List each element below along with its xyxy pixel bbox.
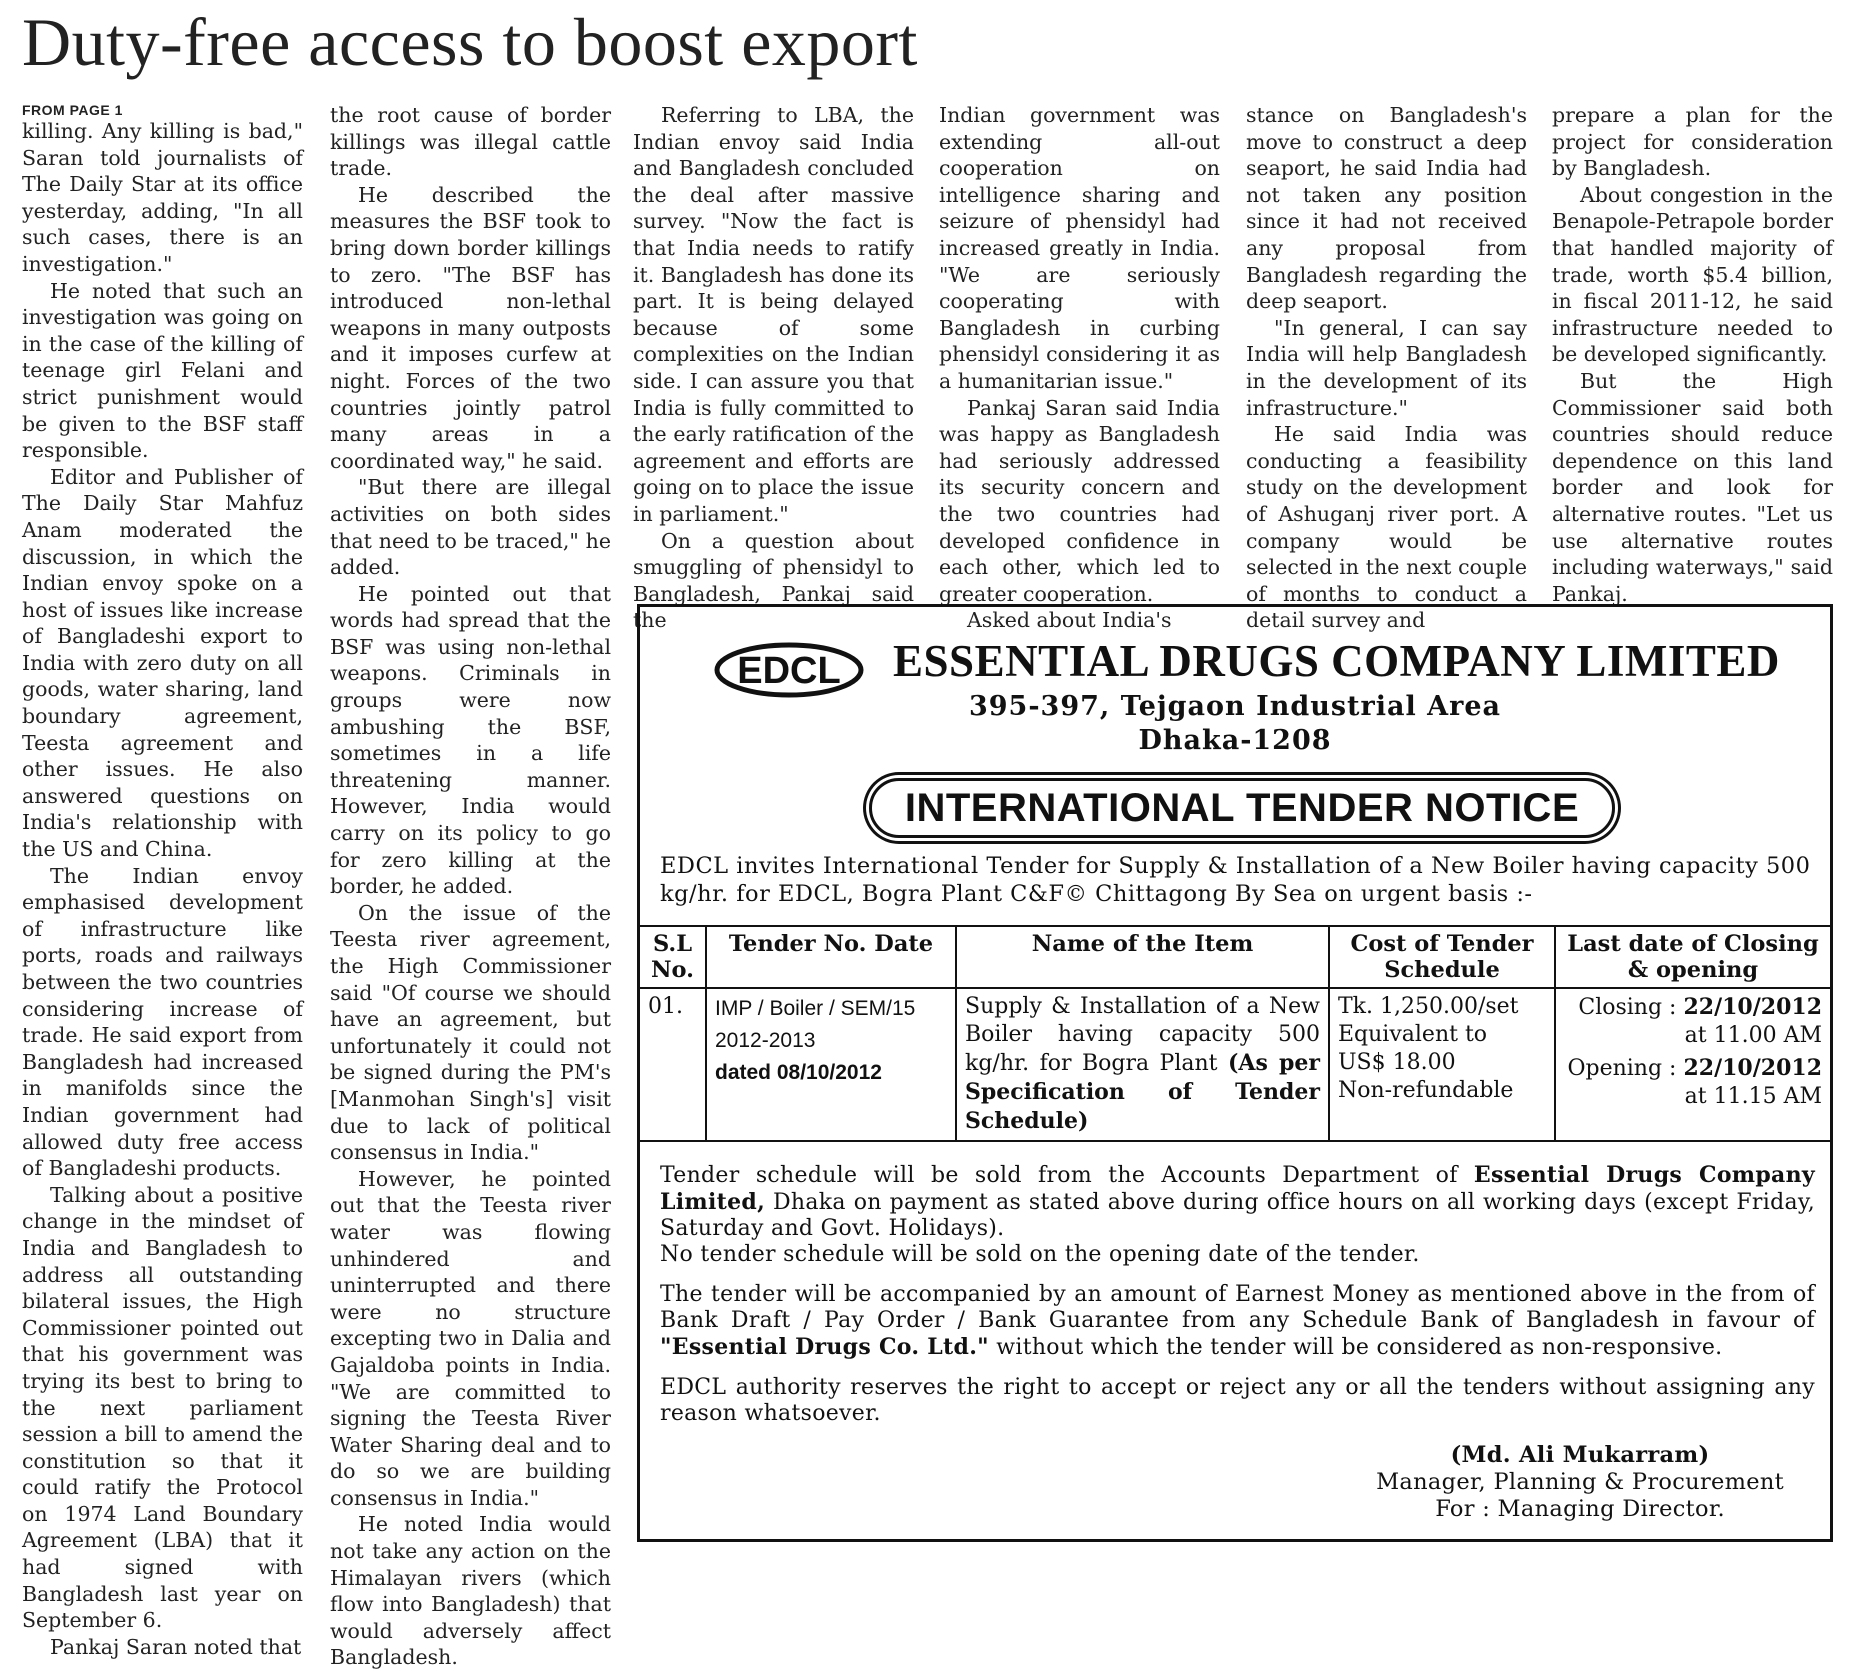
opening-line <box>1564 1054 1822 1083</box>
opening-date: 22/10/2012 <box>1683 1055 1822 1081</box>
signature-block <box>1376 1442 1784 1523</box>
paragraph: However, he pointed out that the Teesta river water was flowing unhindered and uninterrupted and there were no structure excepting two in Dalia and Gajaldoba points in India. "We are committed to signing the Teesta River Water Sharing deal and to do so we are building consensus in India." <box>330 1166 611 1510</box>
tender-date: dated 08/10/2012 <box>715 1061 882 1084</box>
article-column-3 <box>633 102 914 634</box>
terms-text: The tender will be accompanied by an amount of Earnest Money as mentioned above in the from of Bank Draft / Pay Order / Bank Guarantee from any Schedule Bank of Bangladesh in favour of <box>660 1282 1815 1333</box>
terms-text: Tender schedule will be sold from the Accounts Department of <box>660 1163 1474 1188</box>
item-description: Supply & Installation of a New Boiler having capacity 500 kg/hr. for Bogra Plant <box>965 994 1320 1076</box>
cell-cost <box>1329 988 1555 1141</box>
header-dates: Last date of Closing & opening <box>1555 926 1830 988</box>
paragraph: About congestion in the Benapole-Petrapole border that handled majority of trade, worth $5.4 billion, in fiscal 2011-12, he said infrastructure needed to be developed significantly. <box>1552 182 1833 367</box>
cost-refund-note: Non-refundable <box>1338 1078 1514 1103</box>
address-line-2: Dhaka-1208 <box>1138 725 1332 756</box>
notice-title: INTERNATIONAL TENDER NOTICE <box>869 778 1615 838</box>
paragraph: But the High Commissioner said both countries should reduce dependence on this land border and look for alternative routes. "Let us use alternative routes including waterways," said Pankaj. <box>1552 368 1833 606</box>
paragraph: stance on Bangladesh's move to construct a deep seaport, he said India had not taken any position since it had not received any proposal from Bangladesh regarding the deep seaport. <box>1246 103 1527 314</box>
tender-year: 2012-2013 <box>715 1029 816 1052</box>
paragraph: He pointed out that words had spread that the BSF was using non-lethal weapons. Criminals in groups were now ambushing the BSF, sometimes in a life threatening manner. However, India would carry on its policy to go for zero killing at the border, he added. <box>330 581 611 899</box>
paragraph: the root cause of border killings was illegal cattle trade. <box>330 103 611 181</box>
article-column-5 <box>1246 102 1527 634</box>
terms-paragraph-3 <box>660 1282 1815 1361</box>
header-sl: S.L No. <box>640 926 706 988</box>
article-column-2 <box>330 102 611 1671</box>
terms-paragraph-2: No tender schedule will be sold on the opening date of the tender. <box>660 1242 1420 1267</box>
cell-sl: 01. <box>640 988 706 1141</box>
company-name: ESSENTIAL DRUGS COMPANY LIMITED <box>893 636 1780 686</box>
paragraph: Indian government was extending all-out cooperation on intelligence sharing and seizure of phensidyl had increased greatly in India. "We are seriously cooperating with Bangladesh in curbing phensidyl considering it as a humanitarian issue." <box>939 103 1220 393</box>
cost-usd: US$ 18.00 <box>1338 1050 1456 1075</box>
opening-time: at 11.15 AM <box>1684 1084 1822 1109</box>
paragraph: Referring to LBA, the Indian envoy said India and Bangladesh concluded the deal after massive survey. "Now the fact is that India needs to ratify it. Bangladesh has done its part. It is being delayed because of some complexities on the Indian side. I can assure you that India is fully committed to the early ratification of the agreement and efforts are going on to place the issue in parliament." <box>633 103 914 526</box>
article-column-6 <box>1552 102 1833 607</box>
article-column-1 <box>22 102 303 1660</box>
terms-payee: "Essential Drugs Co. Ltd." <box>660 1334 989 1360</box>
signatory-title: Manager, Planning & Procurement <box>1376 1469 1784 1495</box>
terms-company-name: Essential Drugs Company Limited, <box>660 1162 1815 1215</box>
paragraph: On the issue of the Teesta river agreement, the High Commissioner said "Of course we should have an agreement, but unfortunately it could not be signed during the PM's [Manmohan Singh's] visit due to lack of political consensus in India." <box>330 900 611 1165</box>
terms-text: Dhaka on payment as stated above during office hours on all working days (except Friday, Saturday and Govt. Holidays). <box>660 1190 1815 1241</box>
paragraph: He said India was conducting a feasibility study on the development of Ashuganj river port. A company would be selected in the next couple of months to conduct a detail survey and <box>1246 422 1527 633</box>
closing-time: at 11.00 AM <box>1684 1023 1822 1048</box>
tender-no: IMP / Boiler / SEM/15 <box>715 997 916 1020</box>
paragraph: Asked about India's <box>967 608 1172 633</box>
cell-tender-no <box>706 988 956 1141</box>
cell-dates <box>1555 988 1830 1141</box>
closing-line <box>1564 993 1822 1022</box>
cost-amount: Tk. 1,250.00/set <box>1338 994 1519 1019</box>
opening-label: Opening : <box>1567 1056 1677 1081</box>
closing-label: Closing : <box>1578 995 1677 1020</box>
paragraph: Pankaj Saran noted that <box>50 1634 302 1659</box>
tender-table <box>640 925 1830 1142</box>
terms-paragraph-4: EDCL authority reserves the right to accept or reject any or all the tenders without assigning any reason whatsoever. <box>660 1375 1815 1426</box>
kicker: FROM PAGE 1 <box>22 102 123 118</box>
signatory-for: For : Managing Director. <box>1435 1496 1725 1522</box>
terms-text: without which the tender will be considered as non-responsive. <box>988 1335 1723 1360</box>
paragraph: He described the measures the BSF took to bring down border killings to zero. "The BSF has introduced non-lethal weapons in many outposts and it imposes curfew at night. Forces of the two countries jointly patrol many areas in a coordinated way," he said. <box>330 182 611 473</box>
tender-terms <box>660 1162 1815 1439</box>
logo-text: EDCL <box>737 650 841 692</box>
paragraph: He noted India would not take any action on the Himalayan rivers (which flow into Bangladesh) that would adversely affect Bangladesh. <box>330 1512 611 1670</box>
paragraph: Editor and Publisher of The Daily Star Mahfuz Anam moderated the discussion, in which the Indian envoy spoke on a host of issues like increase of Bangladeshi export to India with zero duty on all goods, water sharing, land boundary agreement, Teesta agreement and other issues. He also answered questions on India's relationship with the US and China. <box>22 464 303 862</box>
header-cost: Cost of Tender Schedule <box>1329 926 1555 988</box>
headline: Duty-free access to boost export <box>22 4 918 80</box>
header-tender-no: Tender No. Date <box>706 926 956 988</box>
tender-intro: EDCL invites International Tender for Supply & Installation of a New Boiler having capacity 500 kg/hr. for EDCL, Bogra Plant C&F© Chittagong By Sea on urgent basis :- <box>660 853 1811 907</box>
paragraph: killing. Any killing is bad," Saran told journalists of The Daily Star at its office yesterday, adding, "In all such cases, there is an investigation." <box>22 119 303 276</box>
table-row <box>640 988 1830 1141</box>
article-column-4 <box>939 102 1220 634</box>
paragraph: "But there are illegal activities on both sides that need to be traced," he added. <box>330 475 611 580</box>
paragraph: The Indian envoy emphasised development of infrastructure like ports, roads and railways between the two countries considering increase of trade. He said export from Bangladesh had increased in manifolds since the Indian government had allowed duty free access of Bangladeshi products. <box>22 863 303 1181</box>
paragraph: "In general, I can say India will help Bangladesh in the development of its infrastructure." <box>1246 315 1527 420</box>
tender-advertisement <box>637 604 1833 1542</box>
paragraph: Talking about a positive change in the mindset of India and Bangladesh to address all outstanding bilateral issues, the High Commissioner pointed out that his government was trying its best to bring to the next parliament session a bill to amend the constitution so that it could ratify the Protocol on 1974 Land Boundary Agreement (LBA) that it had signed with Bangladesh last year on September 6. <box>22 1182 303 1633</box>
paragraph: On a question about smuggling of phensidyl to Bangladesh, Pankaj said the <box>633 528 914 633</box>
signatory-name: (Md. Ali Mukarram) <box>1450 1442 1710 1468</box>
paragraph: prepare a plan for the project for consideration by Bangladesh. <box>1552 103 1833 181</box>
table-header-row <box>640 926 1830 988</box>
item-specification-note: (As per Specification of Tender Schedule) <box>965 1050 1320 1134</box>
closing-date: 22/10/2012 <box>1683 994 1822 1020</box>
address-line-1: 395-397, Tejgaon Industrial Area <box>968 691 1501 722</box>
paragraph: Pankaj Saran said India was happy as Bangladesh had seriously addressed its security concern and the two countries had developed confidence in each other, which led to greater cooperation. <box>939 395 1220 606</box>
cell-item <box>956 988 1329 1141</box>
terms-paragraph-1 <box>660 1162 1815 1242</box>
edcl-logo <box>714 642 864 698</box>
paragraph: He noted that such an investigation was going on in the case of the killing of teenage girl Felani and strict punishment would be given to the BSF staff responsible. <box>22 278 303 463</box>
header-item: Name of the Item <box>956 926 1329 988</box>
cost-equivalent-label: Equivalent to <box>1338 1022 1488 1047</box>
